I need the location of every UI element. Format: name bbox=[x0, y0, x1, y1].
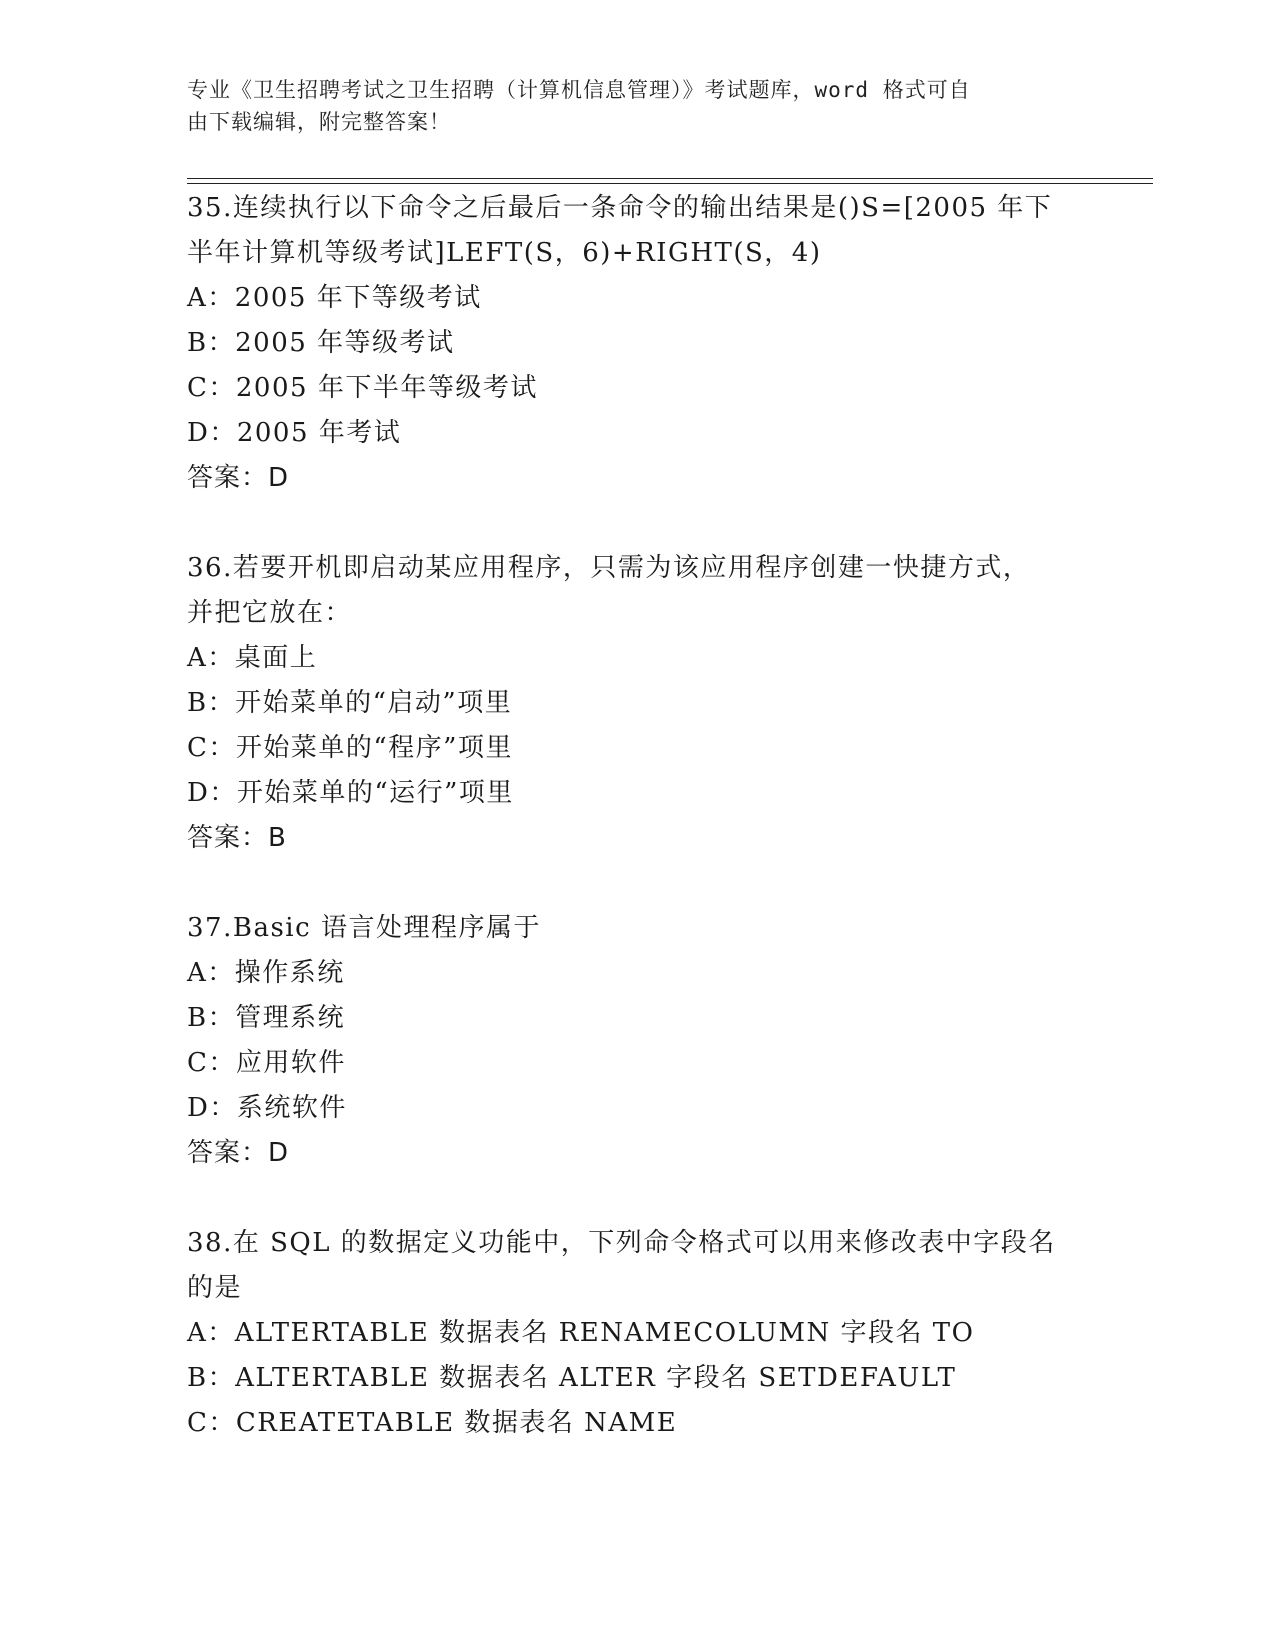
option-c: C：应用软件 bbox=[187, 1048, 346, 1078]
question-38 bbox=[187, 1221, 1087, 1446]
option-b: B：开始菜单的“启动”项里 bbox=[187, 688, 513, 718]
option-d: D：开始菜单的“运行”项里 bbox=[187, 778, 514, 808]
question-stem-line: 36.若要开机即启动某应用程序，只需为该应用程序创建一快捷方式， bbox=[187, 553, 1031, 583]
option-b: B：ALTERTABLE 数据表名 ALTER 字段名 SETDEFAULT bbox=[187, 1363, 957, 1393]
question-stem-line: 37.Basic 语言处理程序属于 bbox=[187, 913, 541, 943]
question-stem-line: 35.连续执行以下命令之后最后一条命令的输出结果是()S=[2005 年下 bbox=[187, 193, 1053, 223]
question-36 bbox=[187, 546, 1087, 861]
question-37 bbox=[187, 906, 1087, 1176]
answer-line: 答案：D bbox=[187, 1138, 290, 1168]
option-a: A：2005 年下等级考试 bbox=[187, 283, 482, 313]
option-a: A：ALTERTABLE 数据表名 RENAMECOLUMN 字段名 TO bbox=[187, 1318, 975, 1348]
answer-line: 答案：B bbox=[187, 823, 287, 853]
option-d: D：2005 年考试 bbox=[187, 418, 402, 448]
question-stem-line: 半年计算机等级考试]LEFT(S，6)+RIGHT(S，4) bbox=[187, 238, 822, 268]
option-c: C：2005 年下半年等级考试 bbox=[187, 373, 538, 403]
option-a: A：桌面上 bbox=[187, 643, 318, 673]
header-divider-top bbox=[187, 178, 1153, 179]
option-a: A：操作系统 bbox=[187, 958, 345, 988]
header-line-2: 由下载编辑，附完整答案！ bbox=[187, 110, 451, 134]
answer-line: 答案：D bbox=[187, 463, 290, 493]
question-35 bbox=[187, 186, 1087, 501]
option-b: B：管理系统 bbox=[187, 1003, 346, 1033]
option-c: C：开始菜单的“程序”项里 bbox=[187, 733, 513, 763]
question-stem-line: 并把它放在： bbox=[187, 598, 353, 628]
header-divider-bottom bbox=[187, 183, 1153, 184]
option-d: D：系统软件 bbox=[187, 1093, 347, 1123]
option-b: B：2005 年等级考试 bbox=[187, 328, 455, 358]
question-stem-line: 38.在 SQL 的数据定义功能中，下列命令格式可以用来修改表中字段名 bbox=[187, 1228, 1056, 1258]
question-stem-line: 的是 bbox=[187, 1273, 243, 1303]
option-c: C：CREATETABLE 数据表名 NAME bbox=[187, 1408, 678, 1438]
header-line-1: 专业《卫生招聘考试之卫生招聘（计算机信息管理）》考试题库，word 格式可自 bbox=[187, 78, 971, 102]
document-header bbox=[187, 74, 1067, 138]
